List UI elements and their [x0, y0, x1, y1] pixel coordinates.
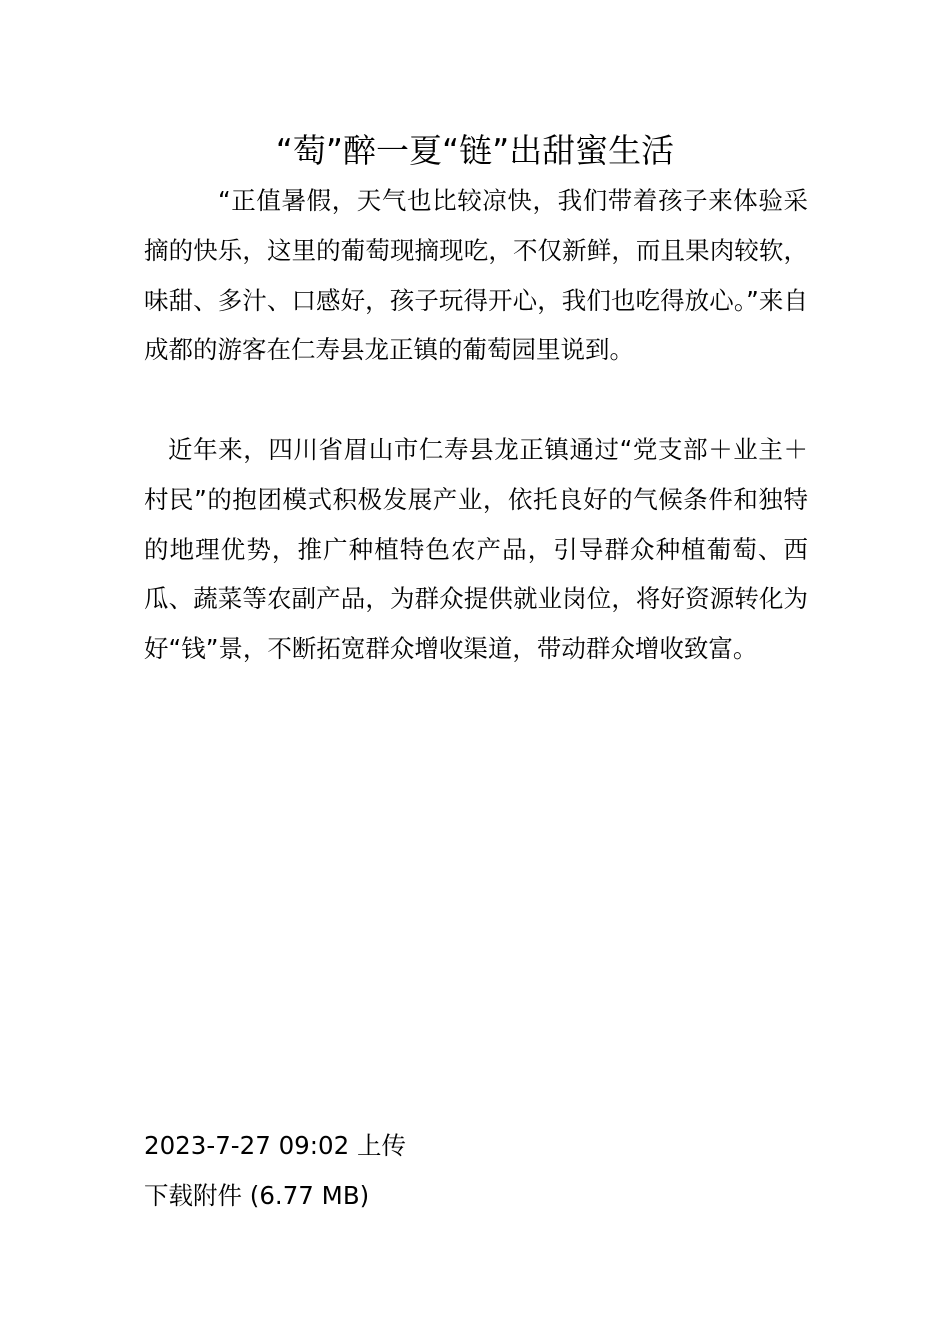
download-attachment-link[interactable] [144, 1179, 369, 1213]
article-paragraph-1: “正值暑假，天气也比较凉快，我们带着孩子来体验采摘的快乐，这里的葡萄现摘现吃，不仅新鲜，而且果肉较软，味甜、多汁、口感好，孩子玩得开心，我们也吃得放心。”来自成都的游客在仁寿县龙正镇的葡萄园里说到。 [144, 186, 808, 365]
download-attachment-label[interactable]: 下载附件 (6.77 MB) [144, 1181, 370, 1210]
article-title: “萄”醉一夏“链”出甜蜜生活 [275, 131, 675, 170]
article-paragraph-2: 近年来，四川省眉山市仁寿县龙正镇通过“党支部＋业主＋村民”的抱团模式积极发展产业，依托良好的气候条件和独特的地理优势，推广种植特色农产品，引导群众种植葡萄、西瓜、蔬菜等农副产品，为群众提供就业岗位，将好资源转化为好“钱”景，不断拓宽群众增收渠道，带动群众增收致富。 [144, 435, 808, 664]
upload-timestamp: 2023-7-27 09:02 上传 [144, 1131, 406, 1160]
